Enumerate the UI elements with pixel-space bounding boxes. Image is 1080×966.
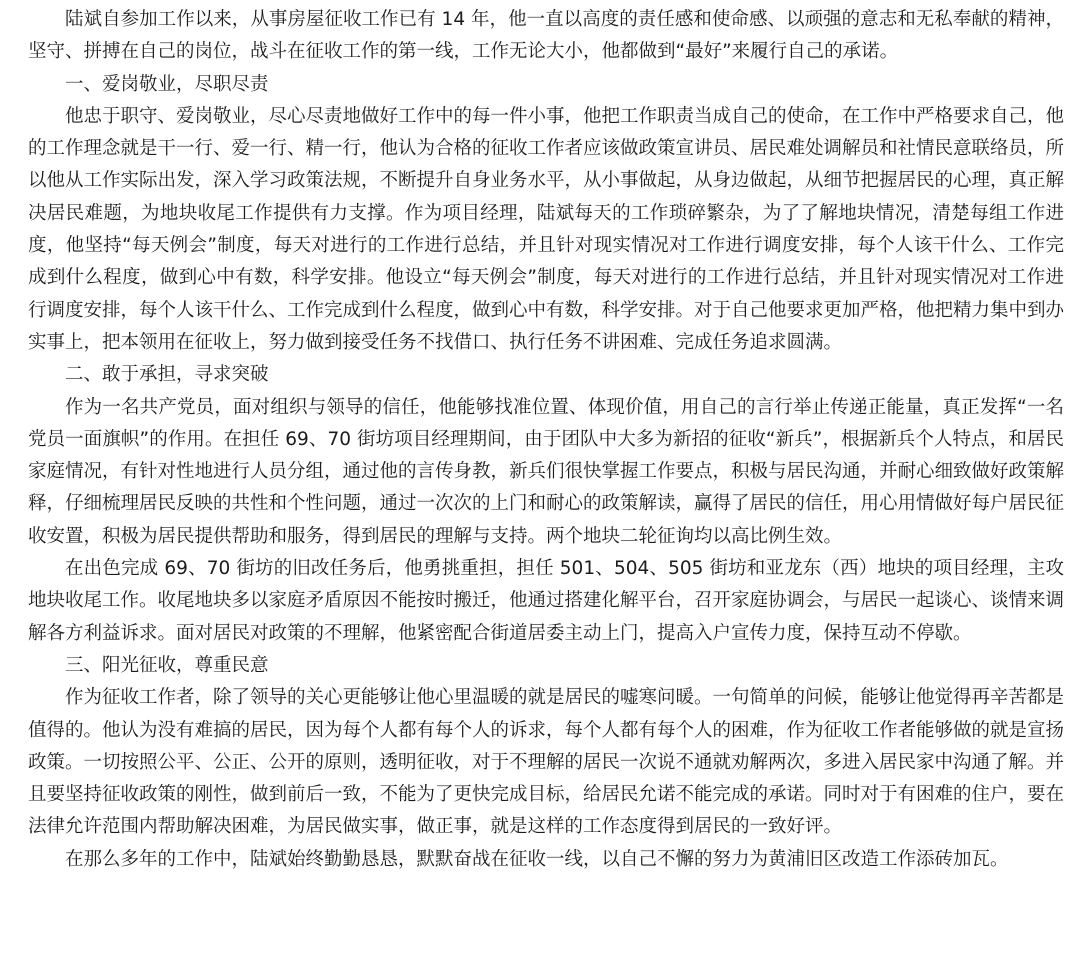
section-heading-3: 三、阳光征收，尊重民意 <box>65 654 269 676</box>
section-heading-2: 二、敢于承担，寻求突破 <box>65 364 269 386</box>
section-1-paragraph-1: 他忠于职守、爱岗敬业，尽心尽责地做好工作中的每一件小事，他把工作职责当成自己的使命，在工作中严格要求自己，他的工作理念就是干一行、爱一行、精一行，他认为合格的征收工作者应该做政策宣讲员、居民难处调解员和社情民意联络员，所以他从工作实际出发，深入学习政策法规，不断提升自身业务水平，从小事做起，从身边做起，从细节把握居民的心理，真正解决居民难题，为地块收尾工作提供有力支撑。作为项目经理，陆斌每天的工作琐碎繁杂，为了了解地块情况，清楚每组工作进度，他坚持“每天例会”制度，每天对进行的工作进行总结，并且针对现实情况对工作进行调度安排，每个人该干什么、工作完成到什么程度，做到心中有数，科学安排。他设立“每天例会”制度，每天对进行的工作进行总结，并且针对现实情况对工作进行调度安排，每个人该干什么、工作完成到什么程度，做到心中有数，科学安排。对于自己他要求更加严格，他把精力集中到办实事上，把本领用在征收上，努力做到接受任务不找借口、执行任务不讲困难、完成任务追求圆满。 <box>28 105 1065 353</box>
intro-paragraph: 陆斌自参加工作以来，从事房屋征收工作已有 14 年，他一直以高度的责任感和使命感、以顽强的意志和无私奉献的精神，坚守、拼搏在自己的岗位，战斗在征收工作的第一线，工作无论大小，他都做到“最好”来履行自己的承诺。 <box>28 9 1064 63</box>
section-heading-1: 一、爱岗敬业，尽职尽责 <box>65 73 269 95</box>
section-2-paragraph-1: 作为一名共产党员，面对组织与领导的信任，他能够找准位置、体现价值，用自己的言行举止传递正能量，真正发挥“一名党员一面旗帜”的作用。在担任 69、70 街坊项目经理期间，由于团队中大多为新招的征收“新兵”，根据新兵个人特点，和居民家庭情况，有针对性地进行人员分组，通过他的言传身教，新兵们很快掌握工作要点，积极与居民沟通，并耐心细致做好政策解释，仔细梳理居民反映的共性和个性问题，通过一次次的上门和耐心的政策解读，赢得了居民的信任，用心用情做好每户居民征收安置，积极为居民提供帮助和服务，得到居民的理解与支持。两个地块二轮征询均以高比例生效。 <box>28 396 1065 547</box>
section-2-paragraph-2: 在出色完成 69、70 街坊的旧改任务后，他勇挑重担，担任 501、504、505 街坊和亚龙东（西）地块的项目经理，主攻地块收尾工作。收尾地块多以家庭矛盾原因不能按时搬迁，他通过搭建化解平台，召开家庭协调会，与居民一起谈心、谈情来调解各方利益诉求。面对居民对政策的不理解，他紧密配合街道居委主动上门，提高入户宣传力度，保持互动不停歇。 <box>28 558 1065 644</box>
closing-paragraph: 在那么多年的工作中，陆斌始终勤勤恳恳，默默奋战在征收一线，以自己不懈的努力为黄浦旧区改造工作添砖加瓦。 <box>65 848 1009 870</box>
section-3-paragraph-1: 作为征收工作者，除了领导的关心更能够让他心里温暖的就是居民的嘘寒问暖。一句简单的问候，能够让他觉得再辛苦都是值得的。他认为没有难搞的居民，因为每个人都有每个人的诉求，每个人都有每个人的困难，作为征收工作者能够做的就是宣扬政策。一切按照公平、公正、公开的原则，透明征收，对于不理解的居民一次说不通就劝解两次，多进入居民家中沟通了解。并且要坚持征收政策的刚性，做到前后一致，不能为了更快完成目标，给居民允诺不能完成的承诺。同时对于有困难的住户，要在法律允许范围内帮助解决困难，为居民做实事，做正事，就是这样的工作态度得到居民的一致好评。 <box>28 687 1065 838</box>
document-body <box>28 4 1064 876</box>
